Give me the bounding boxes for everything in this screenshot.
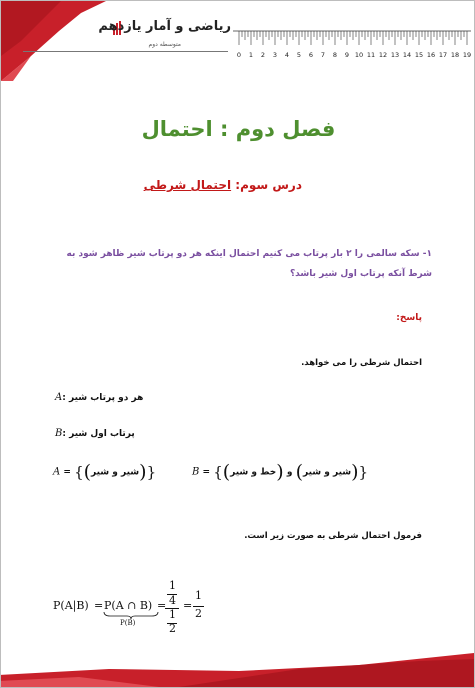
ruler-label: 7 bbox=[320, 51, 326, 59]
formula-denominator: P(B) bbox=[120, 619, 136, 627]
ruler-label: 8 bbox=[332, 51, 338, 59]
formula-lhs: P(A|B) bbox=[53, 599, 89, 612]
corner-decoration-bottom bbox=[0, 647, 474, 687]
ruler-label: 16 bbox=[426, 51, 436, 59]
set-b-lp1: ( bbox=[222, 461, 231, 483]
formula-intro-text: فرمول احتمال شرطی به صورت زیر است. bbox=[244, 531, 422, 541]
explanation-text: احتمال شرطی را می خواهد. bbox=[301, 358, 422, 368]
formula-eq-1: = bbox=[94, 599, 104, 612]
set-b-rp2: ) bbox=[351, 461, 359, 483]
set-b-item2: شیر و شیر bbox=[303, 467, 352, 478]
set-a-lhs: A bbox=[53, 466, 61, 478]
question-text: ۱- سکه سالمی را ۲ بار پرتاب می کنیم احتمال اینکه هر دو پرتاب شیر ظاهر شود به شرط آنکه پرتاب اول شیر باشد؟ bbox=[66, 249, 432, 279]
ruler-label: 10 bbox=[354, 51, 364, 59]
set-a-item: شیر و شیر bbox=[91, 467, 140, 478]
logo-subtitle: متوسطه دوم bbox=[148, 41, 181, 48]
lesson-heading bbox=[144, 178, 302, 192]
set-a bbox=[53, 461, 156, 483]
ruler-label: 5 bbox=[296, 51, 302, 59]
set-b-lp2: ( bbox=[295, 461, 303, 483]
chapter-title: فصل دوم : احتمال bbox=[141, 117, 336, 141]
set-a-lbrace: { bbox=[74, 463, 84, 481]
set-b-lbrace: { bbox=[213, 463, 223, 481]
set-b-and: و bbox=[286, 467, 293, 478]
logo bbox=[98, 19, 231, 55]
ruler-label: 14 bbox=[402, 51, 412, 59]
header-divider bbox=[23, 51, 228, 52]
formula-frac-den-den: 2 bbox=[169, 622, 176, 635]
formula-frac-num: 1 bbox=[169, 579, 176, 592]
set-a-eq: = bbox=[63, 467, 71, 478]
set-b-lhs: B bbox=[192, 466, 200, 478]
ruler-label: 18 bbox=[450, 51, 460, 59]
set-b-rbrace: } bbox=[358, 463, 369, 481]
formula-frac-den-num: 1 bbox=[169, 608, 176, 621]
ruler-decoration bbox=[233, 29, 471, 59]
definition-a bbox=[55, 392, 143, 403]
ruler-label: 3 bbox=[272, 51, 278, 59]
ruler-label: 4 bbox=[284, 51, 290, 59]
def-b-text: پرتاب اول شیر bbox=[69, 429, 135, 439]
formula-eq-3: = bbox=[183, 599, 193, 612]
ruler-label: 2 bbox=[260, 51, 266, 59]
lesson-name: احتمال شرطی bbox=[143, 178, 232, 192]
logo-title: ریاضی و آمار یازدهم bbox=[98, 19, 231, 34]
formula-eq-2: = bbox=[157, 599, 167, 612]
ruler-label: 12 bbox=[378, 51, 388, 59]
ruler-label: 6 bbox=[308, 51, 314, 59]
set-b-item1: خط و شیر bbox=[230, 467, 277, 478]
definition-b bbox=[55, 428, 135, 439]
ruler-label: 15 bbox=[414, 51, 424, 59]
ruler-label: 19 bbox=[462, 51, 471, 59]
set-b bbox=[192, 461, 368, 483]
def-a-colon: : bbox=[62, 393, 66, 403]
ruler-label: 13 bbox=[390, 51, 400, 59]
set-a-rp: ) bbox=[139, 461, 147, 483]
answer-label: پاسخ: bbox=[396, 313, 422, 323]
set-a-rbrace: } bbox=[146, 463, 157, 481]
ruler-label: 0 bbox=[236, 51, 242, 59]
ruler-label: 1 bbox=[248, 51, 254, 59]
ruler-label: 11 bbox=[366, 51, 376, 59]
formula-numerator: P(A ∩ B) bbox=[104, 599, 153, 612]
set-b-rp1: ) bbox=[276, 461, 284, 483]
def-b-symbol: B bbox=[55, 428, 63, 439]
formula-result-num: 1 bbox=[195, 589, 202, 602]
set-b-eq: = bbox=[202, 467, 211, 478]
def-a-symbol: A bbox=[55, 392, 63, 403]
def-a-text: هر دو پرتاب شیر bbox=[68, 393, 144, 403]
ruler-label: 9 bbox=[344, 51, 350, 59]
formula-result-den: 2 bbox=[195, 607, 202, 620]
def-b-colon: : bbox=[62, 429, 66, 439]
set-a-lp: ( bbox=[83, 461, 92, 483]
formula-frac-num-den: 4 bbox=[169, 594, 176, 607]
lesson-prefix: درس سوم: bbox=[231, 178, 302, 192]
corner-decoration-top bbox=[1, 1, 106, 81]
ruler-label: 17 bbox=[438, 51, 448, 59]
